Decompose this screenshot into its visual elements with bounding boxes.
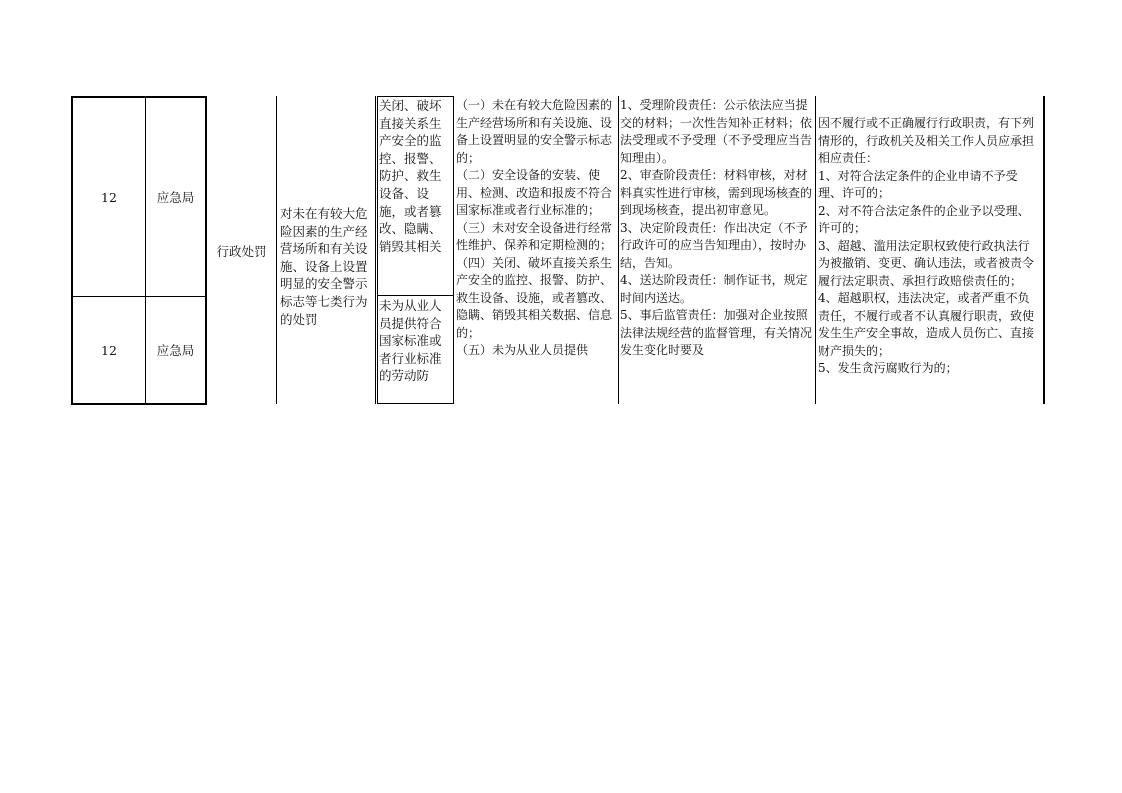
row-number-cell	[73, 98, 145, 296]
department-name: 应急局	[156, 190, 195, 205]
category-label: 行政处罚	[216, 243, 267, 259]
grid-line	[377, 295, 454, 296]
grid-line	[618, 96, 619, 404]
sub-item-text: 关闭、破坏直接关系生产安全的监控、报警、防护、救生设备、设施，或者篡改、隐瞒、销毁其相关	[379, 98, 442, 254]
accountability-text: 因不履行或不正确履行行政职责，有下列情形的，行政机关及相关工作人员应承担相应责任： 1、对符合法定条件的企业申请不予受理、许可的； 2、对不符合法定条件的企业予以受理、许可的； 3、超越、滥用法定职权致使行政执法行为被撤销、变更、确认违法，或者被责令履行法定职责、承担行政赔偿责任的； 4、超越职权，违法决定，或者严重不负责任，不履行或者不认真履行职责，致使发生生产安全事故，造成人员伤亡、直接财产损失的； 5、发生贪污腐败行为的；	[818, 116, 1035, 375]
basis-text: （一）未在有较大危险因素的生产经营场所和有关设施、设备上设置明显的安全警示标志的； （二）安全设备的安装、使用、检测、改造和报废不符合国家标准或者行业标准的； （三）未对安全设备进行经常性维护、保养和定期检测的； （四）关闭、破坏直接关系生产安全的监控、报警、防护、救生设备、设施，或者篡改、隐瞒、销毁其相关数据、信息的； （五）未为从业人员提供	[456, 98, 613, 357]
department-name: 应急局	[156, 343, 195, 358]
item-name: 对未在有较大危险因素的生产经营场所和有关设施、设备上设置明显的安全警示标志等七类行为的处罚	[280, 206, 368, 327]
department-cell	[146, 297, 205, 403]
department-cell	[146, 98, 205, 296]
grid-line	[815, 96, 816, 404]
grid-line	[453, 96, 454, 404]
grid-line	[375, 96, 376, 404]
row-number: 12	[101, 342, 117, 358]
category-cell	[207, 98, 276, 403]
row-number-cell	[73, 297, 145, 403]
grid-line	[377, 403, 454, 404]
grid-line	[377, 96, 378, 404]
grid-line	[276, 96, 277, 404]
row-number: 12	[101, 189, 117, 205]
sub-item-text: 未为从业人员提供符合国家标准或者行业标准的劳动防	[379, 298, 442, 384]
grid-line	[71, 403, 207, 405]
grid-line	[1043, 96, 1045, 404]
responsibility-text: 1、受理阶段责任：公示依法应当提交的材料；一次性告知补正材料；依法受理或不予受理（不予受理应当告知理由）。 2、审查阶段责任：材料审核，对材料真实性进行审核，需到现场核查的到现场核查，提出初审意见。 3、决定阶段责任：作出决定（不予行政许可的应当告知理由），按时办结，告知。 4、送达阶段责任：制作证书，规定时间内送达。 5、事后监管责任：加强对企业按照法律法规经营的监督管理，有关情况发生变化时要及	[620, 98, 813, 357]
